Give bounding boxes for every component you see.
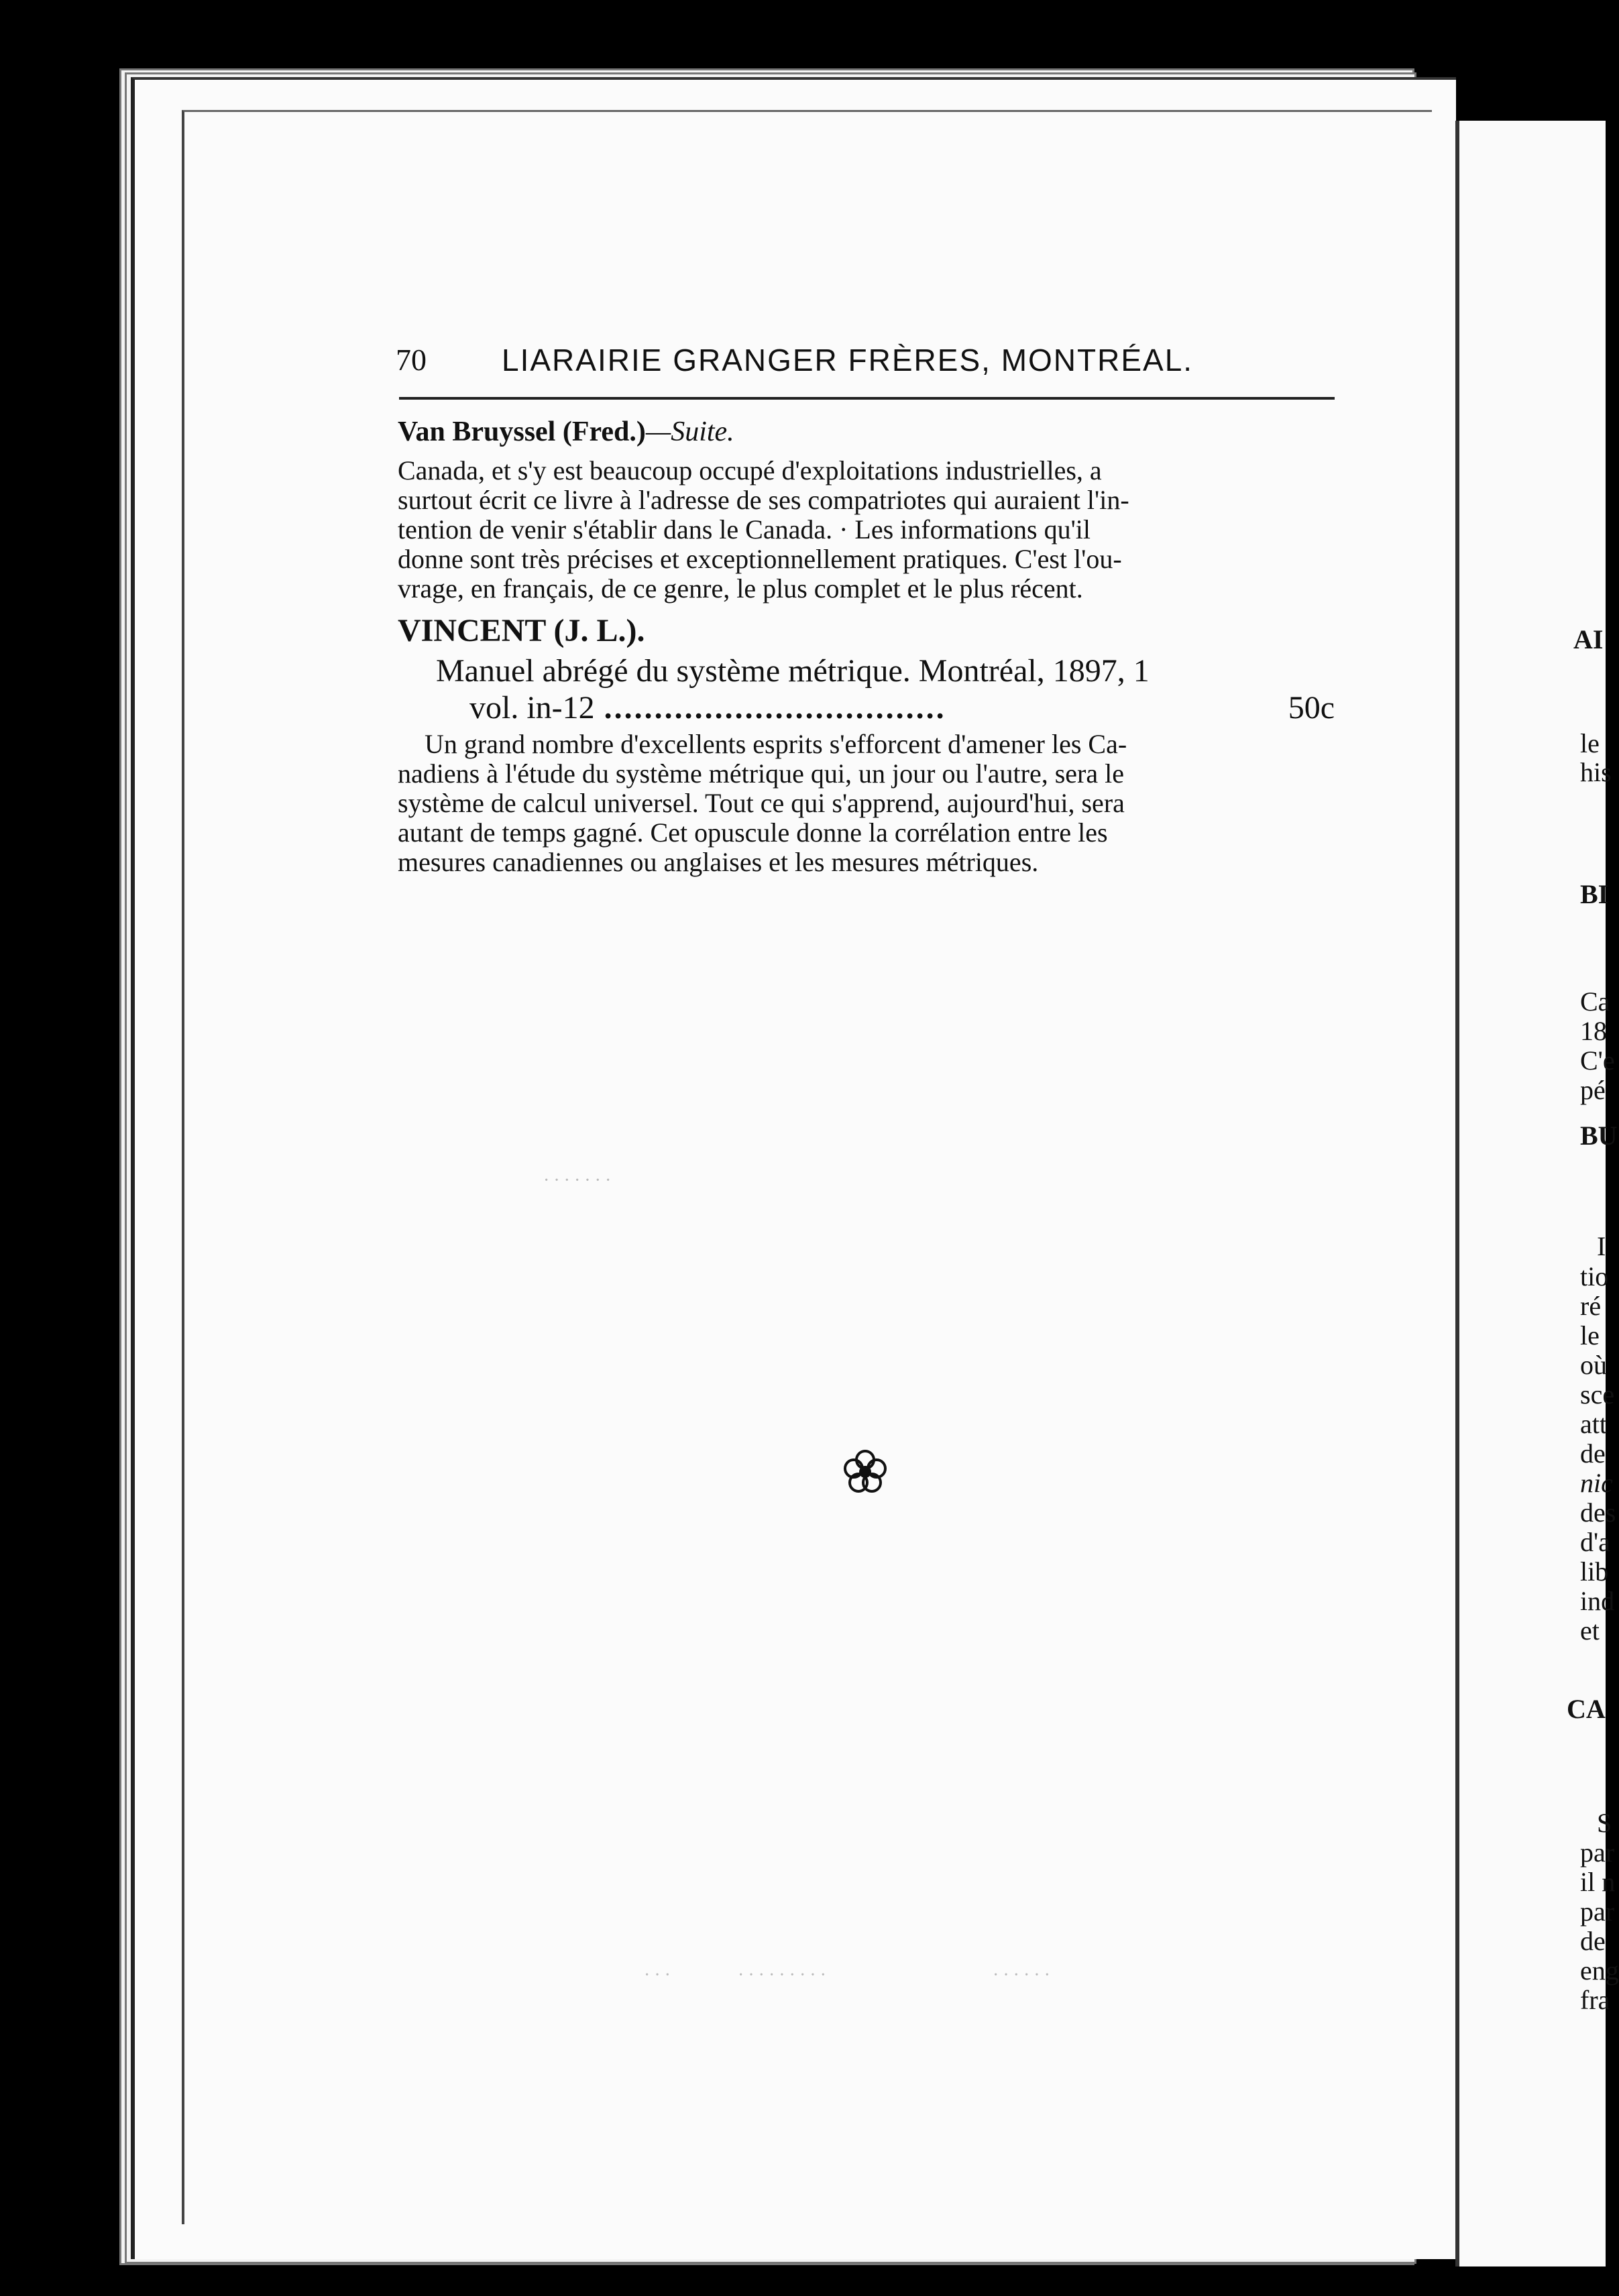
text-line: système de calcul universel. Tout ce qui s'apprend, aujourd'hui, sera	[398, 788, 1125, 818]
facing-page-fragment: par	[1580, 1896, 1615, 1927]
book-format: vol. in-12	[469, 690, 595, 726]
facing-page	[1455, 121, 1619, 2266]
book-price-row	[469, 691, 1335, 726]
suite-label: —Suite.	[645, 416, 734, 447]
facing-page-fragment: par	[1580, 1837, 1615, 1868]
entry-description	[398, 730, 1337, 877]
facing-page-fragment: des	[1580, 1497, 1616, 1528]
entry-heading: VINCENT (J. L.).	[398, 613, 645, 648]
print-through-dots: ···	[644, 1965, 675, 1986]
facing-page-fragment: his	[1580, 757, 1612, 787]
facing-page-fragment: lib	[1580, 1556, 1609, 1587]
text-line: mesures canadiennes ou anglaises et les mesures métriques.	[398, 847, 1039, 877]
facing-page-fragment: CA	[1567, 1694, 1606, 1724]
facing-page-fragment: le	[1580, 728, 1600, 758]
facing-page-fragment: pé	[1580, 1075, 1606, 1105]
entry-description	[398, 456, 1337, 604]
running-header	[376, 342, 1335, 389]
text-line: autant de temps gagné. Cet opuscule donne la corrélation entre les	[398, 817, 1108, 848]
page-number: 70	[396, 343, 427, 377]
dot-leader: ..................................	[604, 690, 946, 726]
facing-page-fragment: nic	[1580, 1468, 1613, 1498]
facing-page-fragment: BI	[1580, 879, 1609, 909]
flower-icon	[842, 1448, 889, 1495]
book-page	[131, 77, 1456, 2259]
facing-page-fragment: sce	[1580, 1379, 1615, 1410]
text-line: Canada, et s'y est beaucoup occupé d'exploitations industrielles, a	[398, 455, 1102, 485]
print-through-dots: ·········	[738, 1965, 830, 1986]
facing-page-fragment: de	[1580, 1926, 1606, 1956]
text-line: surtout écrit ce livre à l'adresse de ses compatriotes qui auraient l'in-	[398, 485, 1129, 515]
facing-page-fragment: AI	[1573, 624, 1604, 654]
book-title-line: Manuel abrégé du système métrique. Montréal, 1897, 1	[436, 653, 1150, 689]
print-through-dots: ·······	[543, 1170, 616, 1191]
facing-page-fragment: eng	[1580, 1955, 1619, 1986]
book-price: 50c	[1288, 690, 1335, 726]
facing-page-fragment: att	[1580, 1409, 1607, 1439]
text-line: Un grand nombre d'excellents esprits s'efforcent d'amener les Ca-	[425, 729, 1127, 759]
text-line: tention de venir s'établir dans le Canada. · Les informations qu'il	[398, 514, 1091, 544]
print-through-dots: ······	[993, 1965, 1054, 1986]
facing-page-fragment: d'a	[1580, 1527, 1610, 1557]
facing-page-fragment: BU	[1580, 1121, 1618, 1151]
facing-page-fragment: et	[1580, 1615, 1600, 1646]
facing-page-fragment: 18	[1580, 1016, 1607, 1046]
facing-page-fragment: S	[1597, 1808, 1612, 1838]
facing-page-fragment: fra	[1580, 1985, 1610, 2015]
author-name: Van Bruyssel (Fred.)	[398, 416, 646, 447]
text-line: nadiens à l'étude du système métrique qui, un jour ou l'autre, sera le	[398, 758, 1124, 789]
facing-page-fragment: le	[1580, 1320, 1600, 1351]
entry-heading-continued	[398, 416, 1337, 448]
facing-page-fragment: de	[1580, 1438, 1606, 1469]
facing-page-fragment: tio	[1580, 1261, 1609, 1292]
facing-page-fragment: I	[1597, 1231, 1606, 1261]
facing-page-fragment: C'e	[1580, 1045, 1615, 1076]
facing-page-fragment: ré	[1580, 1291, 1602, 1321]
text-line: vrage, en français, de ce genre, le plus complet et le plus récent.	[398, 573, 1083, 604]
facing-page-fragment: ind	[1580, 1586, 1615, 1616]
facing-page-fragment: où	[1580, 1350, 1607, 1380]
text-line: donne sont très précises et exceptionnellement pratiques. C'est l'ou-	[398, 544, 1122, 574]
facing-page-fragment: Ca	[1580, 986, 1610, 1017]
header-rule	[399, 397, 1335, 400]
running-head-title: LIARAIRIE GRANGER FRÈRES, MONTRÉAL.	[502, 343, 1194, 378]
facing-page-fragment: il n	[1580, 1867, 1616, 1897]
